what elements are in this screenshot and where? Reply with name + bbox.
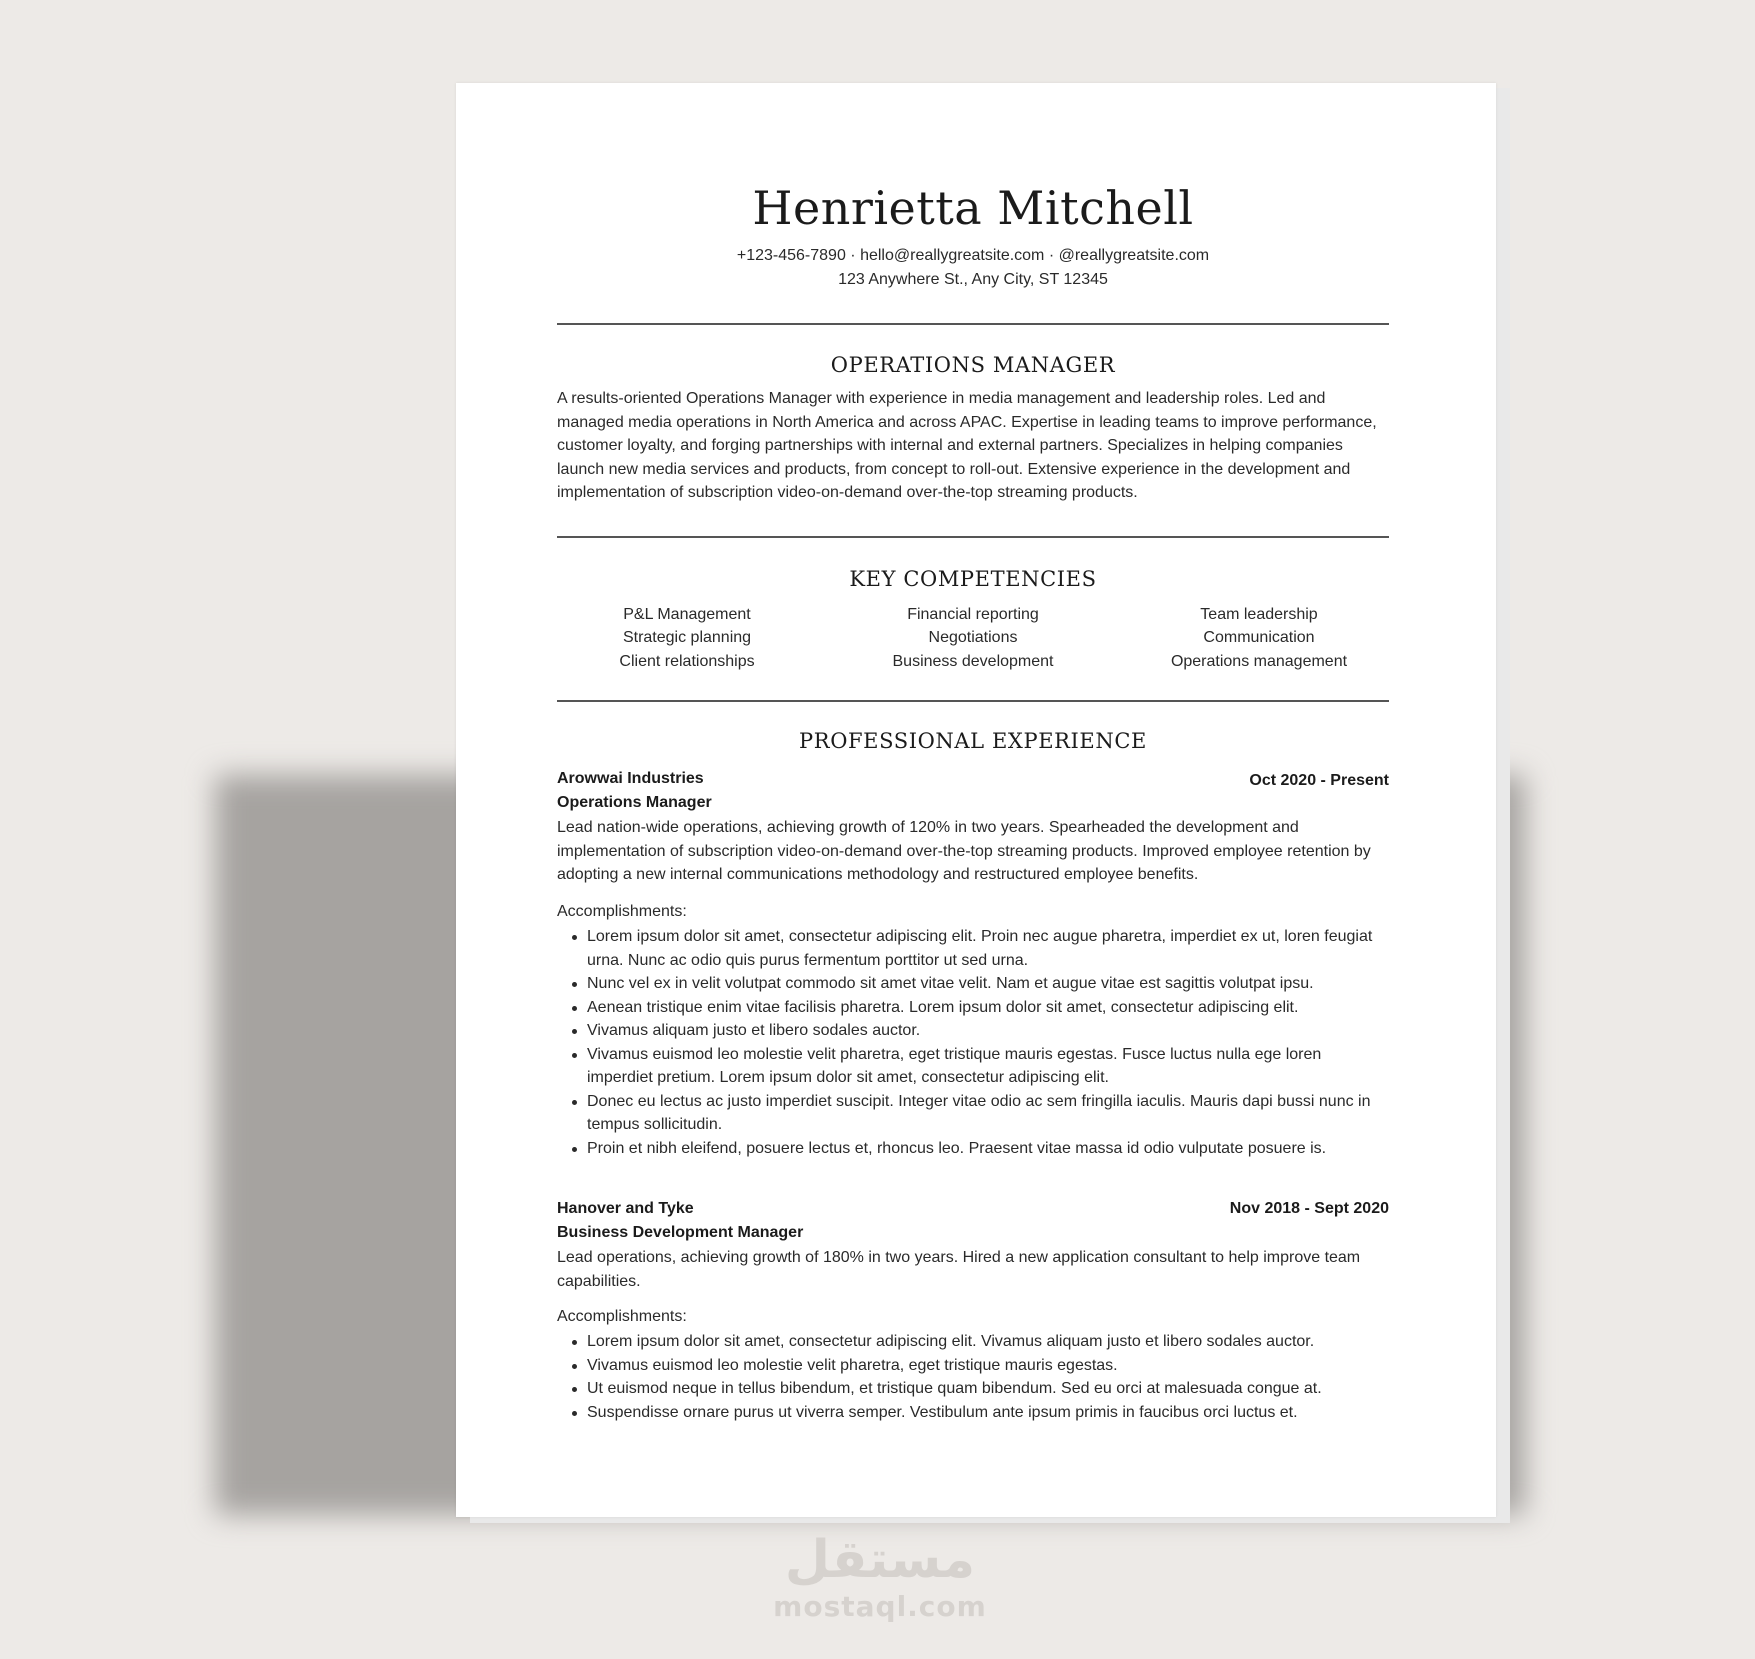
candidate-name: Henrietta Mitchell	[752, 181, 1194, 235]
competencies-column-2	[843, 603, 1103, 673]
job-1-company: Arowwai Industries	[557, 770, 704, 787]
resume-page	[456, 83, 1496, 1517]
competency-item: P&L Management	[623, 606, 751, 623]
experience-title: PROFESSIONAL EXPERIENCE	[799, 729, 1147, 753]
competency-item: Strategic planning	[622, 629, 752, 647]
job-2-accomplishments-label: Accomplishments:	[557, 1308, 687, 1325]
list-item: Vivamus euismod leo molestie velit pharetra, eget tristique mauris egestas. Fusce luctus nulla ege loren imperdiet pretium. Lorem ipsum dolor sit amet, consectetur adipiscing elit.	[587, 1043, 1389, 1090]
list-item: Suspendisse ornare purus ut viverra semper. Vestibulum ante ipsum primis in faucibus orci luctus et.	[587, 1401, 1389, 1425]
competency-item: Operations management	[1170, 652, 1348, 670]
list-item: Vivamus euismod leo molestie velit pharetra, eget tristique mauris egestas.	[587, 1354, 1389, 1378]
contact-line-1: +123-456-7890 · hello@reallygreatsite.com · @reallygreatsite.com	[736, 247, 1210, 264]
competency-item: Negotiations	[928, 629, 1018, 647]
competency-item: Communication	[1203, 629, 1315, 647]
job-1-accomplishments	[557, 925, 1389, 1160]
watermark	[740, 1530, 1020, 1623]
watermark-logo: مستقل	[784, 1530, 976, 1590]
watermark-url: mostaql.com	[773, 1590, 987, 1623]
competency-item: Business development	[892, 652, 1054, 670]
contact-line-2: 123 Anywhere St., Any City, ST 12345	[838, 271, 1108, 288]
list-item: Ut euismod neque in tellus bibendum, et tristique quam bibendum. Sed eu orci at malesuada congue at.	[587, 1377, 1389, 1401]
job-1-accomplishments-label: Accomplishments:	[557, 903, 687, 920]
competencies-title: KEY COMPETENCIES	[849, 567, 1097, 591]
summary-text: A results-oriented Operations Manager with experience in media management and leadership roles. Led and managed media operations in North America and across APAC. Expertise in leading teams to improve performance, customer loyalty, and forging partnerships with internal and external partners. Specializes in helping companies launch new media services and products, from concept to roll-out. Extensive experience in the development and implementation of subscription video-on-demand over-the-top streaming products.	[557, 390, 1377, 502]
competency-item: Client relationships	[619, 652, 755, 670]
divider-3	[557, 700, 1389, 702]
list-item: Vivamus aliquam justo et libero sodales auctor.	[587, 1019, 1389, 1043]
job-2-accomplishments	[557, 1330, 1389, 1424]
list-item: Aenean tristique enim vitae facilisis pharetra. Lorem ipsum dolor sit amet, consectetur adipiscing elit.	[587, 996, 1389, 1020]
list-item: Lorem ipsum dolor sit amet, consectetur adipiscing elit. Proin nec augue pharetra, imperdiet ex ut, loren feugiat urna. Nunc ac odio quis purus fermentum porttitor ut sed urna.	[587, 925, 1389, 972]
list-item: Lorem ipsum dolor sit amet, consectetur adipiscing elit. Vivamus aliquam justo et libero sodales auctor.	[587, 1330, 1389, 1354]
competencies-column-3	[1129, 603, 1389, 673]
competencies-column-1	[557, 603, 817, 673]
job-1-role: Operations Manager	[557, 794, 712, 811]
job-2-dates: Nov 2018 - Sept 2020	[1229, 1200, 1389, 1217]
job-2-company: Hanover and Tyke	[557, 1200, 694, 1217]
job-2-description: Lead operations, achieving growth of 180% in two years. Hired a new application consultant to help improve team capabilities.	[557, 1249, 1361, 1290]
summary-title: OPERATIONS MANAGER	[830, 353, 1116, 377]
job-2-role: Business Development Manager	[557, 1224, 804, 1241]
job-1-description: Lead nation-wide operations, achieving growth of 120% in two years. Spearheaded the development and implementation of subscription video-on-demand over-the-top streaming products. Improved employee retention by adopting a new internal communications methodology and restructured employee benefits.	[557, 819, 1371, 883]
job-1-dates: Oct 2020 - Present	[1249, 772, 1389, 789]
divider-1	[557, 323, 1389, 325]
competency-item: Financial reporting	[907, 606, 1039, 623]
list-item: Nunc vel ex in velit volutpat commodo sit amet vitae velit. Nam et augue vitae est sagittis volutpat ipsu.	[587, 972, 1389, 996]
competency-item: Team leadership	[1200, 606, 1318, 623]
list-item: Donec eu lectus ac justo imperdiet suscipit. Integer vitae odio ac sem fringilla iaculis. Mauris dapi bussi nunc in tempus sollicitudin.	[587, 1090, 1389, 1137]
divider-2	[557, 536, 1389, 538]
list-item: Proin et nibh eleifend, posuere lectus et, rhoncus leo. Praesent vitae massa id odio vulputate posuere is.	[587, 1137, 1389, 1161]
